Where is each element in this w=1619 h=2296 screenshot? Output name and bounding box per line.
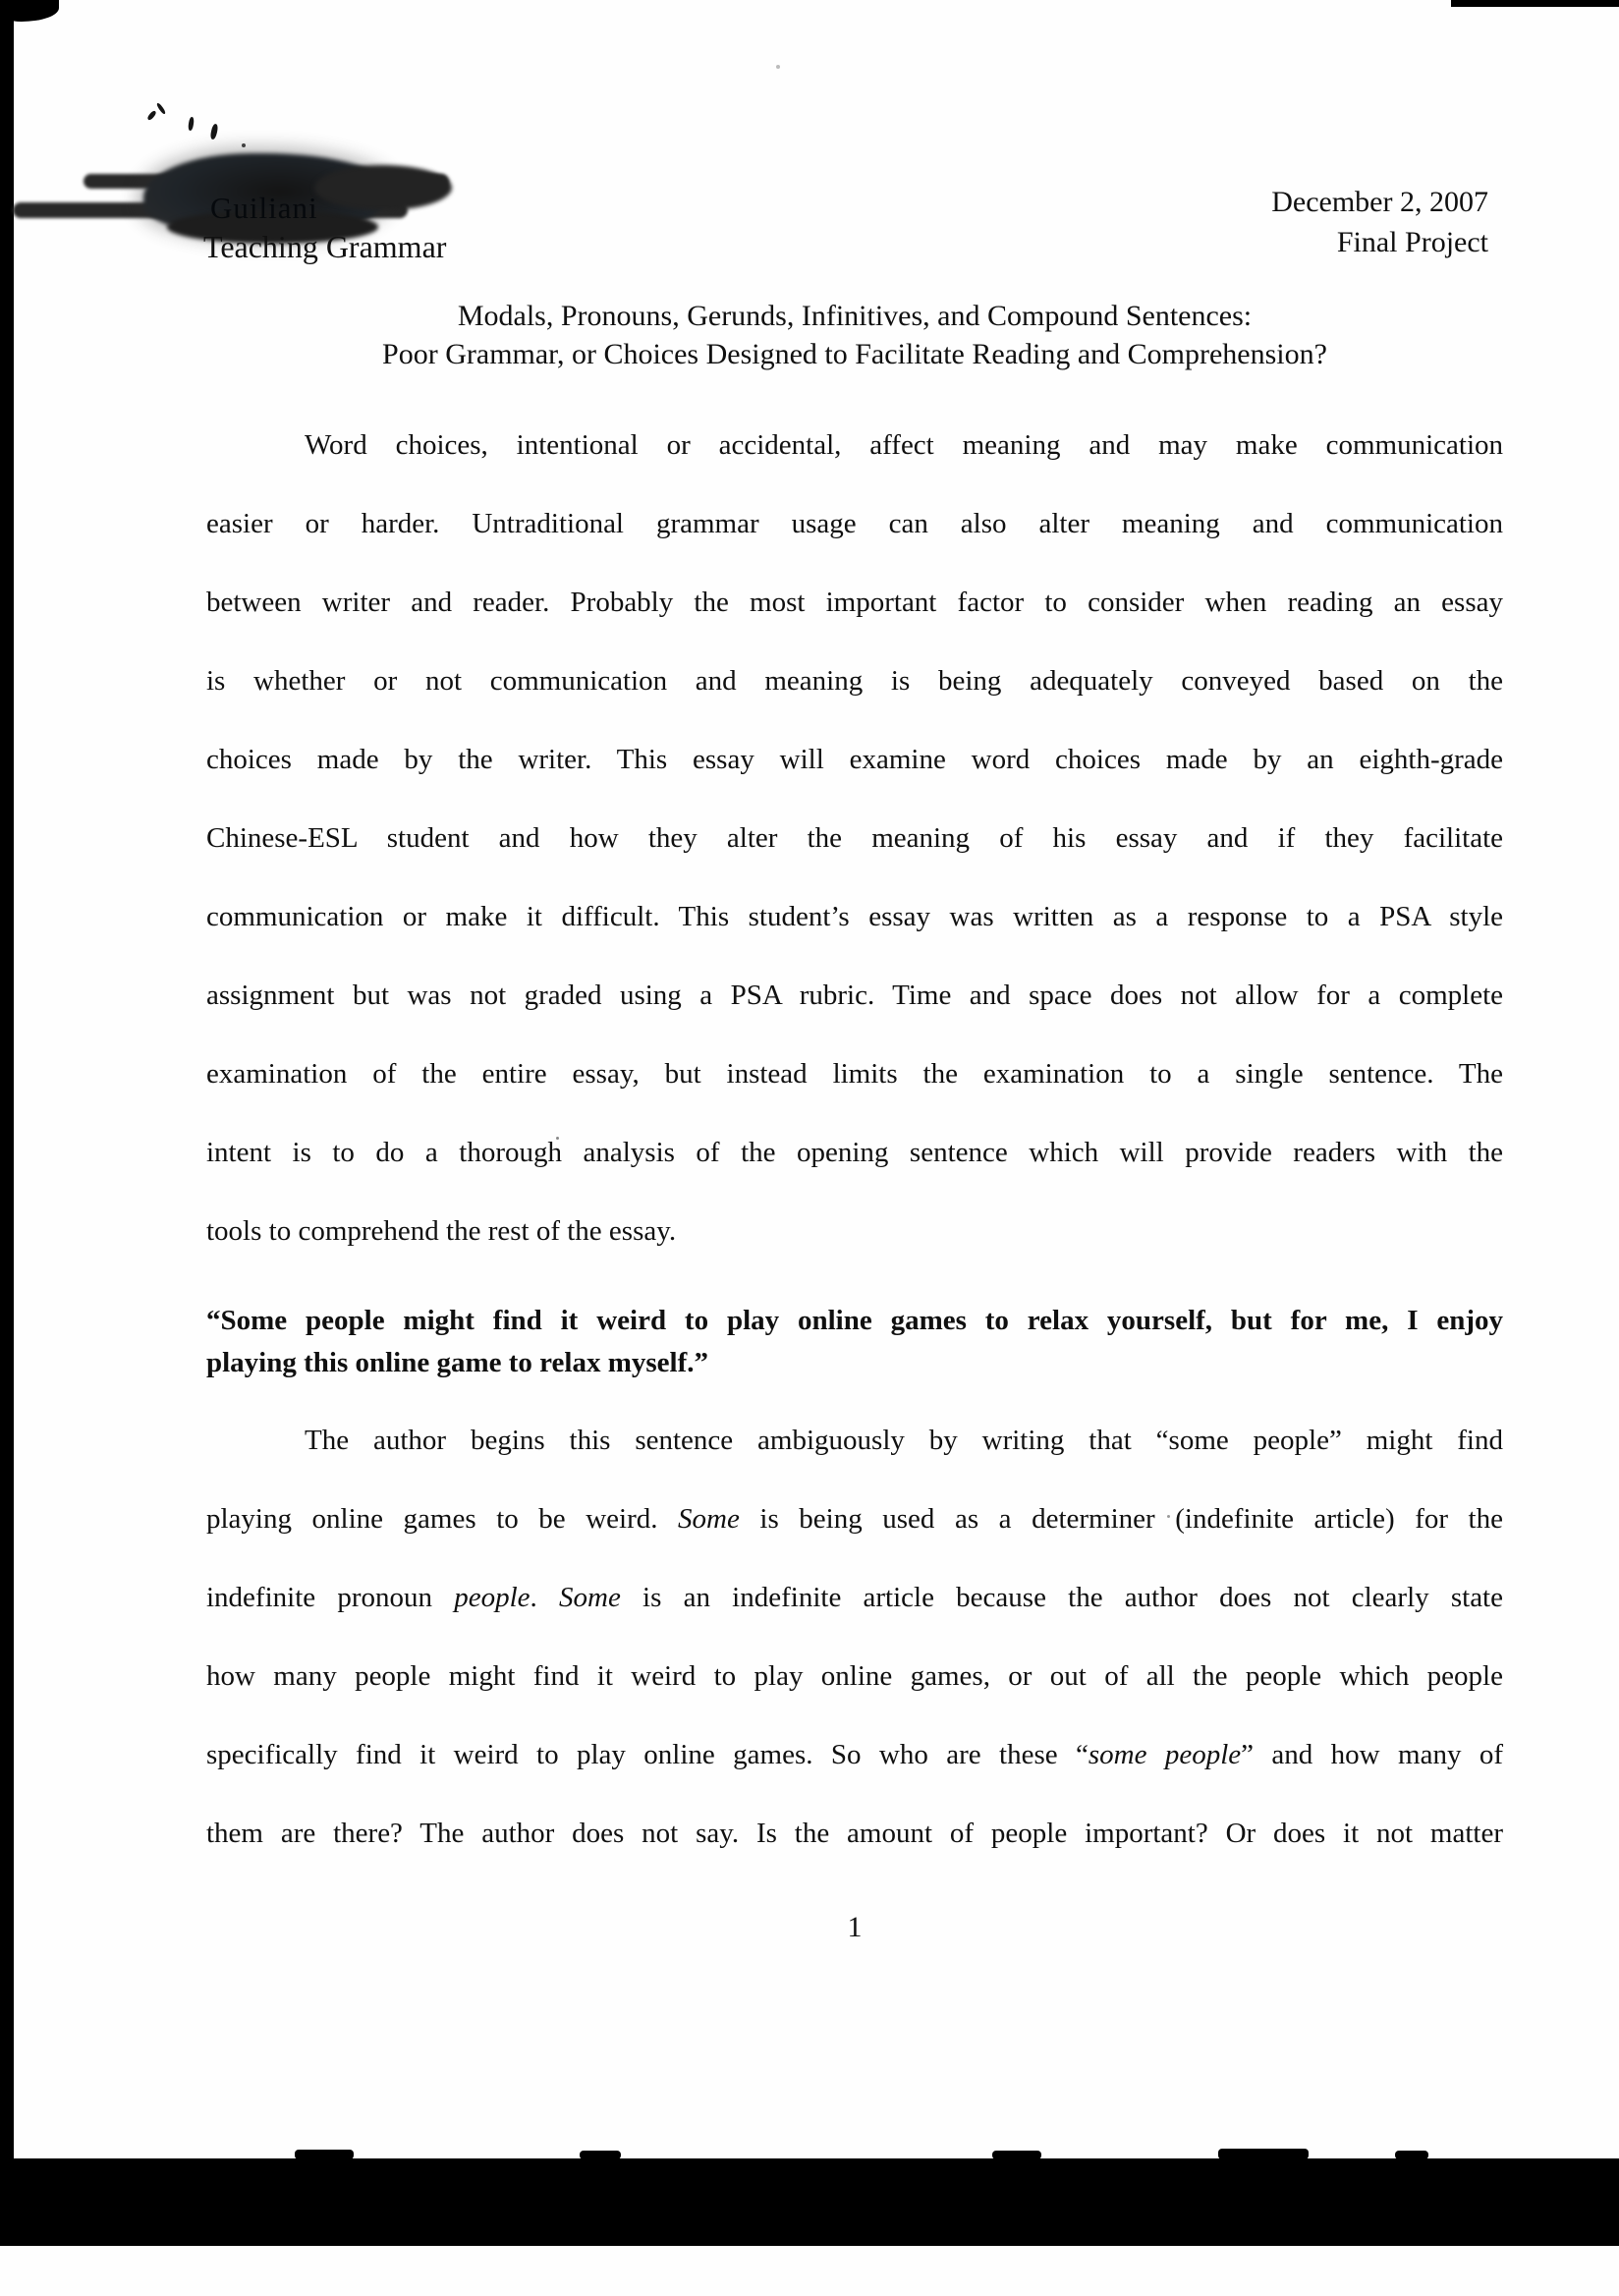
scan-ink-tick [1395,2151,1428,2159]
text-segment: them are there? The author does not say. Is the amount of people important? Or does it not matter [206,1818,1503,1849]
text-segment: is an indefinite article because the author does not clearly state [620,1582,1503,1613]
paragraph-1 [206,429,1503,1294]
course-title: Teaching Grammar [203,229,447,264]
scan-band-bottom [0,2158,1619,2246]
text-segment: ” and how many of [1241,1739,1503,1770]
essay-title [206,297,1503,373]
header-date-block [1032,182,1488,262]
text-segment: playing online games to be weird. [206,1503,679,1535]
body-line: Chinese-ESL student and how they alter the meaning of his essay and if they facilitate [206,822,1503,854]
body-line: intent is to do a thorough analysis of the opening sentence which will provide readers with the [206,1137,1503,1168]
redacted-author-name: Guiliani [210,191,318,225]
ink-mark [156,102,167,115]
text-segment: how many people might find it weird to play online games, or out of all the people which people [206,1660,1503,1692]
text-segment-italic: Some [678,1503,740,1535]
body-line: examination of the entire essay, but instead limits the examination to a single sentence. The [206,1058,1503,1090]
scan-ink-tick [295,2150,354,2159]
body-line [206,1660,1503,1739]
text-segment-italic: some people [1088,1739,1242,1770]
text-segment: . [530,1582,559,1613]
quote-line: playing this online game to relax myself.” [206,1347,708,1378]
ink-mark [209,124,218,140]
body-line: choices made by the writer. This essay will examine word choices made by an eighth-grade [206,744,1503,775]
body-line [206,1818,1503,1896]
scan-edge-left [0,0,14,2245]
text-segment: indefinite pronoun [206,1582,455,1613]
body-line [206,1425,1503,1503]
ink-speck [242,143,246,147]
body-line: tools to comprehend the rest of the essay. [206,1215,677,1247]
body-line: Word choices, intentional or accidental, affect meaning and may make communication [305,429,1503,461]
essay-title-line2: Poor Grammar, or Choices Designed to Facilitate Reading and Comprehension? [382,338,1327,370]
text-segment: is being used as a determiner (indefinite article) for the [739,1503,1503,1535]
scan-ink-tick [1218,2149,1309,2159]
body-line: easier or harder. Untraditional grammar usage can also alter meaning and communication [206,508,1503,539]
quote-line: “Some people might find it weird to play online games to relax yourself, but for me, I enjoy [206,1305,1503,1336]
ink-speck [776,65,780,69]
essay-title-line1: Modals, Pronouns, Gerunds, Infinitives, and Compound Sentences: [457,300,1253,332]
scan-edge-top-right [1451,0,1619,7]
body-line: communication or make it difficult. This student’s essay was written as a response to a PSA style [206,901,1503,932]
text-segment-italic: people [454,1582,530,1613]
body-line: assignment but was not graded using a PSA rubric. Time and space does not allow for a complete [206,980,1503,1011]
body-line [206,1582,1503,1660]
scan-ink-tick [992,2151,1041,2159]
project-label: Final Project [1336,226,1488,258]
text-segment-italic: Some [559,1582,621,1613]
body-line: is whether or not communication and meaning is being adequately conveyed based on the [206,665,1503,697]
body-line: between writer and reader. Probably the most important factor to consider when reading an essay [206,587,1503,618]
paragraph-2 [206,1425,1503,1896]
scan-ink-tick [580,2151,621,2159]
scan-corner-top-left [0,0,59,22]
student-quote [206,1305,1503,1389]
body-line [206,1739,1503,1818]
ink-mark [146,110,157,122]
text-segment: specifically find it weird to play online games. So who are these “ [206,1739,1089,1770]
ink-mark [188,117,195,132]
page-number: 1 [847,1911,863,1943]
scribble-blob [314,165,452,210]
text-segment: The author begins this sentence ambiguously by writing that “some people” might find [305,1425,1503,1456]
date-text: December 2, 2007 [1271,186,1488,218]
body-line [206,1503,1503,1582]
